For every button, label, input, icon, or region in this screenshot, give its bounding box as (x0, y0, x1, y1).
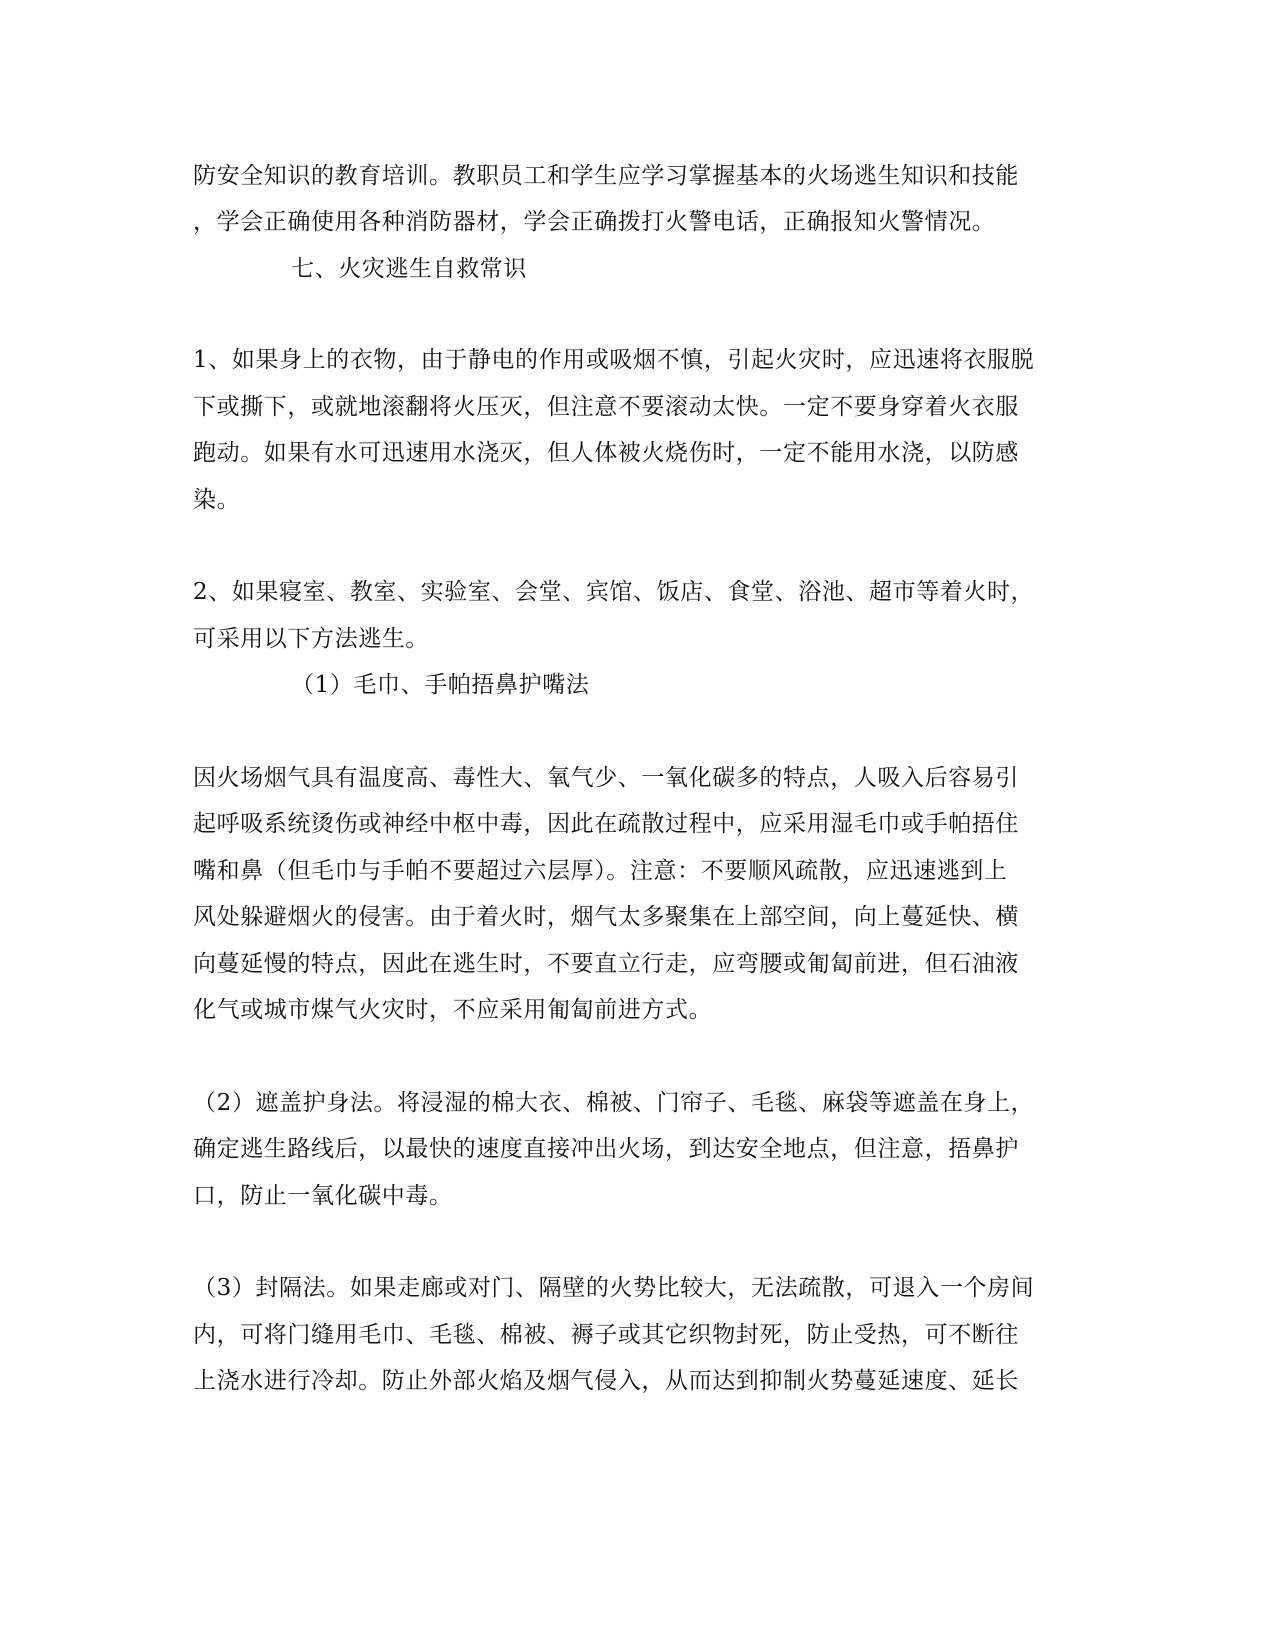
text-line: 上浇水进行冷却。防止外部火焰及烟气侵入，从而达到抑制火势蔓延速度、延长 (193, 1368, 1019, 1394)
text-line: 风处躲避烟火的侵害。由于着火时，烟气太多聚集在上部空间，向上蔓延快、横 (193, 904, 1019, 930)
text-line: 跑动。如果有水可迅速用水浇灭，但人体被火烧伤时，一定不能用水浇，以防感 (193, 440, 1019, 466)
section-heading: 七、火灾逃生自救常识 (291, 256, 527, 282)
text-line: 起呼吸系统烫伤或神经中枢中毒，因此在疏散过程中，应采用湿毛巾或手帕捂住 (193, 811, 1019, 837)
text-line: （2）遮盖护身法。将浸湿的棉大衣、棉被、门帘子、毛毯、麻袋等遮盖在身上， (193, 1090, 1035, 1116)
text-line: 因火场烟气具有温度高、毒性大、氧气少、一氧化碳多的特点，人吸入后容易引 (193, 765, 1019, 791)
subsection-heading: （1）毛巾、手帕捂鼻护嘴法 (291, 672, 590, 698)
text-line: 化气或城市煤气火灾时，不应采用匍匐前进方式。 (193, 997, 713, 1023)
text-line: ，学会正确使用各种消防器材，学会正确拨打火警电话，正确报知火警情况。 (193, 209, 996, 235)
text-line: 嘴和鼻（但毛巾与手帕不要超过六层厚）。注意：不要顺风疏散，应迅速逃到上 (193, 858, 1008, 884)
text-line: 2、如果寝室、教室、实验室、会堂、宾馆、饭店、食堂、浴池、超市等着火时， (193, 579, 1035, 605)
text-line: 内，可将门缝用毛巾、毛毯、棉被、褥子或其它织物封死，防止受热，可不断往 (193, 1322, 1019, 1348)
text-line: 可采用以下方法逃生。 (193, 626, 429, 652)
text-line: 向蔓延慢的特点，因此在逃生时，不要直立行走，应弯腰或匍匐前进，但石油液 (193, 951, 1019, 977)
text-line: 1、如果身上的衣物，由于静电的作用或吸烟不慎，引起火灾时，应迅速将衣服脱 (193, 347, 1035, 373)
text-line: 下或撕下，或就地滚翻将火压灭，但注意不要滚动太快。一定不要身穿着火衣服 (193, 394, 1019, 420)
text-line: 确定逃生路线后，以最快的速度直接冲出火场，到达安全地点，但注意，捂鼻护 (193, 1136, 1019, 1162)
text-line: 口，防止一氧化碳中毒。 (193, 1183, 453, 1209)
text-line: 防安全知识的教育培训。教职员工和学生应学习掌握基本的火场逃生知识和技能 (193, 163, 1019, 189)
text-line: （3）封隔法。如果走廊或对门、隔壁的火势比较大，无法疏散，可退入一个房间 (193, 1275, 1035, 1301)
text-line: 染。 (193, 487, 241, 513)
